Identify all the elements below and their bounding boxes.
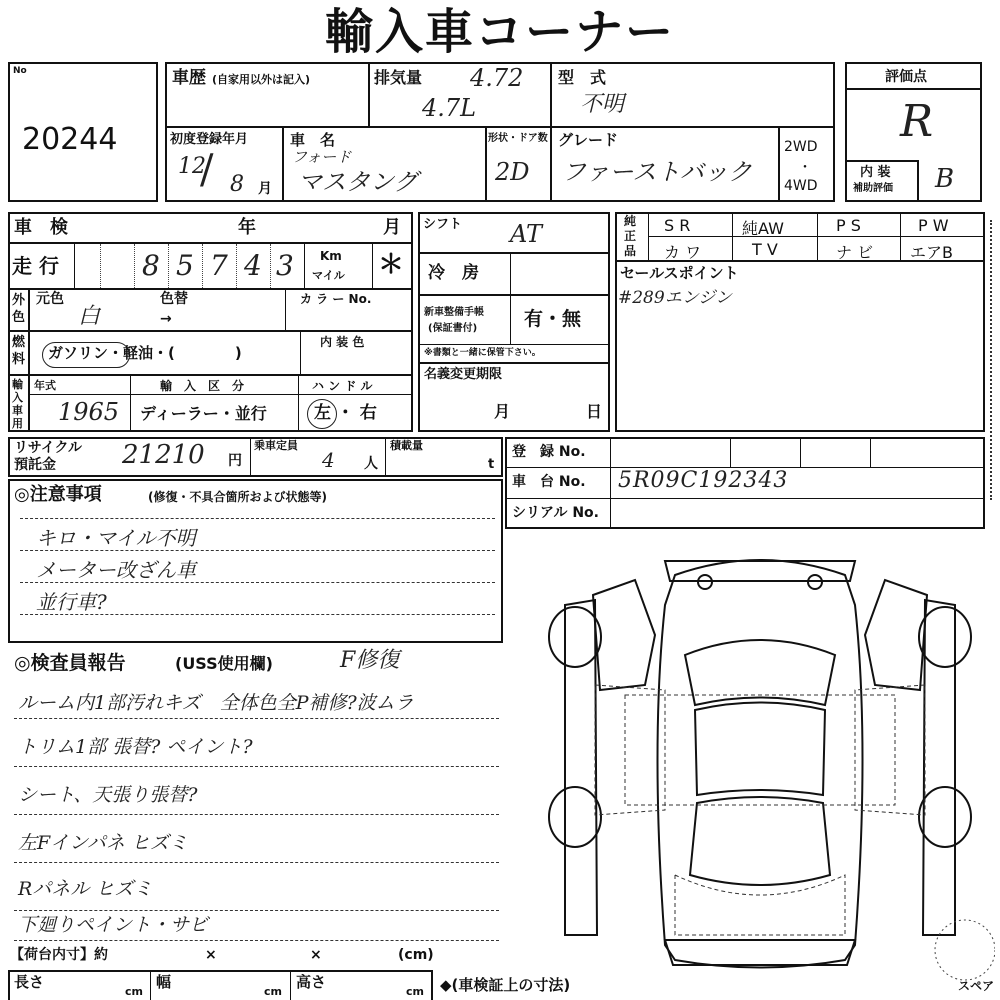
grade-value: ファーストバック — [562, 158, 752, 186]
equip-ps: P S — [836, 216, 861, 235]
import-class-label: 輸 入 区 分 — [160, 379, 245, 393]
car-diagram — [525, 545, 995, 985]
note-line-2: メーター改ざん車 — [36, 558, 196, 582]
name-change-day: 日 — [586, 402, 603, 421]
doors-value: 2D — [495, 158, 530, 186]
cargo-label: 【荷台内寸】約 — [10, 947, 108, 963]
inspector-line-3: シート、天張り張替? — [18, 784, 198, 806]
capacity-label: 乗車定員 — [254, 439, 298, 452]
inspector-label: ◎検査員報告 — [14, 652, 126, 674]
displacement-label: 排気量 — [374, 68, 423, 87]
spare-label: スペア — [958, 979, 995, 993]
handle-label: ハ ン ド ル — [312, 379, 373, 393]
mileage-unit-mile: マイル — [312, 269, 345, 282]
import-label: 輸入車用 — [12, 378, 23, 430]
car-wheel-front-left — [549, 607, 601, 667]
cargo-x2: × — [310, 947, 322, 963]
mileage-digit-4: 4 — [244, 249, 262, 282]
shift-label: シフト — [423, 217, 463, 232]
car-wheel-front-right — [919, 607, 971, 667]
ac-label: 冷 房 — [428, 263, 479, 283]
serial-label: シリアル No. — [512, 505, 599, 521]
color-change-label: 色替 — [160, 291, 188, 307]
car-body-outline — [658, 560, 863, 968]
shift-value: AT — [510, 220, 543, 248]
dims-height: 高さ — [296, 973, 327, 991]
inspection-label: 車 検 — [14, 217, 68, 238]
notes-label: ◎注意事項 — [14, 484, 102, 505]
car-wheel-rear-right — [919, 787, 971, 847]
displacement-value2: 4.7L — [422, 94, 477, 122]
spare-tire-circle — [935, 920, 995, 980]
equip-leather: カ ワ — [664, 243, 702, 262]
drive-4wd: 4WD — [784, 178, 818, 194]
inspector-line-5: Rパネル ヒズミ — [18, 878, 153, 900]
dims-length-unit: cm — [125, 985, 143, 998]
interior-sub: 補助評価 — [853, 183, 893, 194]
recycle-label2: 預託金 — [14, 457, 56, 473]
load-unit: t — [488, 457, 495, 472]
first-reg-label: 初度登録年月 — [170, 132, 249, 147]
car-side-left — [565, 600, 597, 935]
car-rear-bumper — [665, 940, 855, 965]
note-line-1: キロ・マイル不明 — [36, 526, 196, 550]
car-maker: フォード — [292, 148, 352, 166]
cargo-x1: × — [205, 947, 217, 963]
mileage-digit-3: 7 — [210, 249, 228, 282]
color-orig-label: 元色 — [36, 291, 64, 307]
dims-width-unit: cm — [264, 985, 282, 998]
dims-length: 長さ — [14, 973, 45, 991]
car-door-panel-left — [595, 685, 665, 815]
maintenance-note: ※書類と一緒に保管下さい。 — [424, 348, 541, 358]
recycle-value: 21210 — [122, 440, 205, 470]
right-edge-marks — [990, 220, 1000, 500]
equip-aw: 純AW — [742, 219, 784, 238]
load-label: 積載量 — [390, 439, 423, 452]
interior-value: B — [935, 164, 955, 194]
handle-value: 左 ・ 右 — [314, 403, 377, 423]
equipment-label: 純正品 — [624, 214, 637, 258]
maintenance-label1: 新車整備手帳 — [424, 307, 484, 318]
dims-box — [8, 970, 433, 1000]
capacity-value: 4 — [322, 448, 335, 472]
color-arrow: → — [160, 311, 172, 327]
inspector-line-6: 下廻りペイント・サビ — [18, 914, 209, 936]
car-door-panel-right — [855, 685, 925, 815]
name-change-month: 月 — [494, 402, 511, 421]
car-roof — [695, 703, 825, 796]
car-side-right — [923, 600, 955, 935]
maintenance-label2: (保証書付) — [428, 323, 478, 334]
score-value: R — [900, 96, 934, 147]
inspector-line-2: トリム1部 張替? ペイント? — [18, 736, 253, 758]
notes-sub: (修復・不具合箇所および状態等) — [148, 490, 327, 504]
history-label: 車歴 — [172, 68, 206, 88]
mileage-label: 走 行 — [12, 254, 59, 278]
registration-label: 登 録 No. — [512, 444, 586, 460]
number-value: 20244 — [22, 122, 118, 157]
car-door-left — [593, 580, 655, 690]
doors-label: 形状・ドア数 — [488, 133, 548, 144]
sales-point-label: セールスポイント — [620, 264, 739, 282]
recycle-label1: リサイクル — [14, 440, 83, 456]
displacement-value1: 4.72 — [470, 64, 524, 92]
recycle-unit: 円 — [228, 453, 242, 469]
inspector-sub: (USS使用欄) — [175, 654, 273, 673]
year-label: 年式 — [34, 379, 56, 392]
name-change-label: 名義変更期限 — [424, 367, 503, 382]
car-name-label: 車 名 — [290, 131, 336, 149]
interior-label: 内 装 — [860, 165, 891, 180]
color-orig: 白 — [78, 304, 101, 329]
inspector-line-4: 左Fインパネ ヒズミ — [18, 832, 188, 854]
inspection-year: 年 — [238, 217, 256, 238]
import-class-value: ディーラー・並行 — [140, 404, 267, 423]
capacity-unit: 人 — [364, 456, 378, 472]
cargo-unit: (cm) — [398, 947, 434, 963]
color-label: 外色 — [12, 293, 26, 325]
inspection-month: 月 — [383, 217, 401, 238]
fuel-label: 燃料 — [12, 335, 26, 367]
dims-width: 幅 — [156, 973, 172, 991]
mileage-mark: ＊ — [378, 250, 405, 280]
grade-label: グレード — [558, 131, 619, 149]
car-door-right — [865, 580, 927, 690]
equip-airbag: エアB — [910, 243, 953, 262]
model-label: 型 式 — [558, 68, 607, 87]
first-reg-month-unit: 月 — [258, 181, 272, 197]
fuel-options: ガソリン・軽油・( ) — [48, 344, 242, 362]
dims-height-unit: cm — [406, 985, 424, 998]
equip-tv: T V — [752, 240, 778, 259]
first-reg-month: 8 — [230, 172, 244, 197]
equip-sr: S R — [664, 216, 691, 235]
first-reg-year: 12 — [178, 154, 206, 179]
car-rear-window — [690, 797, 830, 885]
history-note: (自家用以外は記入) — [212, 73, 311, 86]
dims-note: ◆(車検証上の寸法) — [440, 976, 571, 994]
year-value: 1965 — [58, 398, 120, 426]
car-wheel-rear-left — [549, 787, 601, 847]
number-label: No — [13, 66, 27, 76]
car-front-bumper — [665, 561, 855, 581]
note-line-3: 並行車? — [36, 590, 107, 614]
chassis-label: 車 台 No. — [512, 474, 586, 490]
maintenance-value: 有・無 — [524, 308, 582, 330]
equip-navi: ナ ビ — [836, 243, 874, 262]
color-number-label: カ ラ ー No. — [300, 292, 372, 306]
page-title: 輸入車コーナー — [324, 4, 675, 60]
inspector-line-1: ルーム内1部汚れキズ 全体色全P補修?波ムラ — [18, 692, 414, 714]
model-value: 不明 — [580, 92, 625, 117]
drive-sep: ・ — [798, 160, 812, 176]
chassis-value: 5R09C192343 — [618, 468, 789, 493]
mileage-digit-1: 8 — [142, 249, 160, 282]
mileage-unit-km: Km — [320, 249, 342, 263]
sales-point-value: #289エンジン — [618, 288, 732, 308]
car-name: マスタング — [298, 168, 418, 196]
equip-pw: P W — [918, 216, 949, 235]
drive-2wd: 2WD — [784, 139, 818, 155]
inspector-head-note: F修復 — [340, 648, 400, 673]
interior-color-label: 内 装 色 — [320, 335, 365, 349]
mileage-digit-5: 3 — [276, 249, 294, 282]
mileage-digit-2: 5 — [176, 249, 194, 282]
score-label: 評価点 — [885, 69, 927, 85]
first-reg-slash: / — [200, 147, 214, 193]
